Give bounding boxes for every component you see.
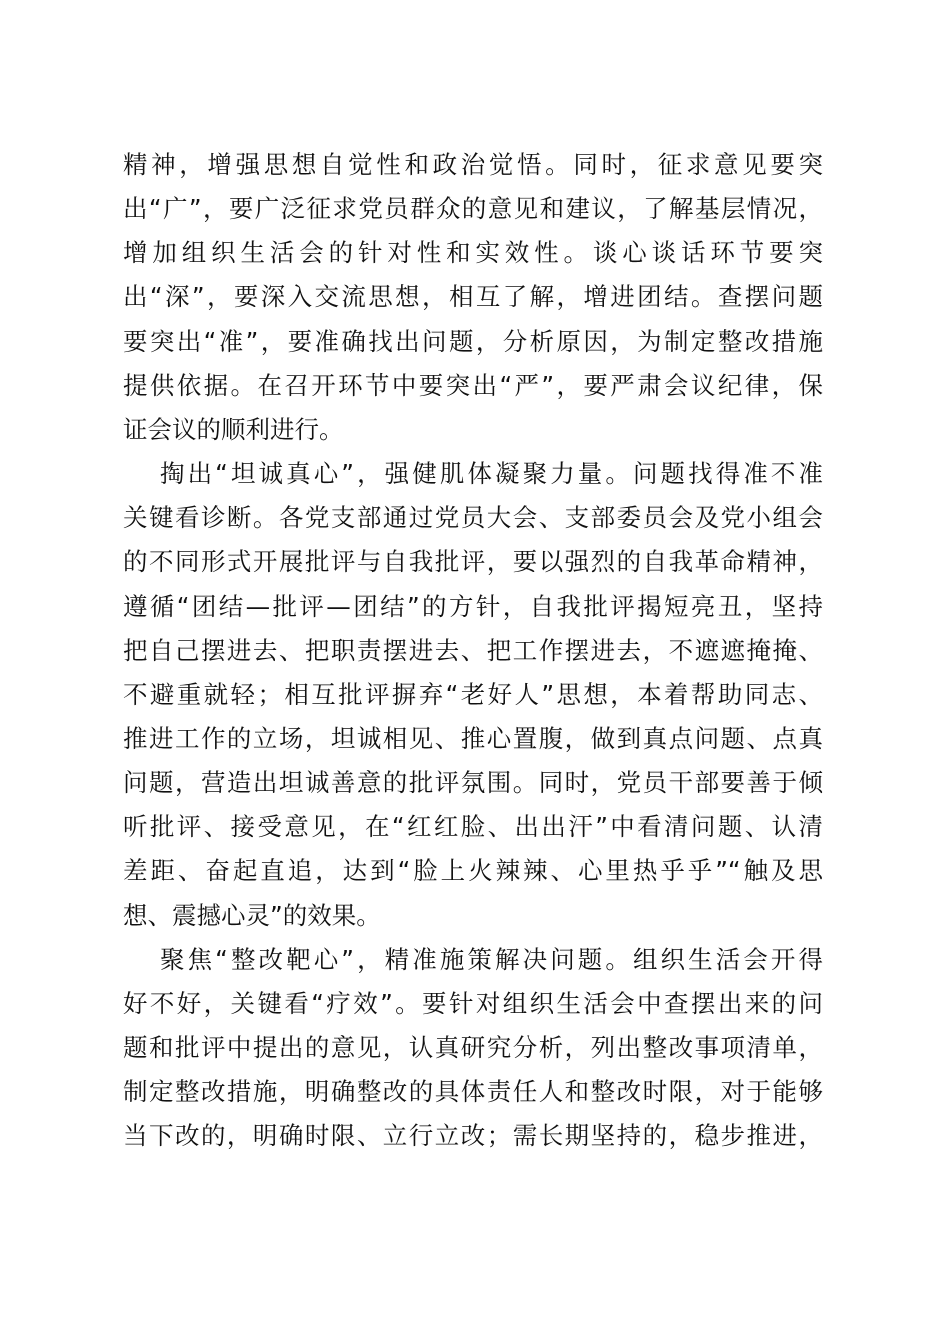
text-line: 制定整改措施，明确整改的具体责任人和整改时限，对于能够: [123, 1077, 823, 1107]
text-line: 证会议的顺利进行。: [123, 414, 344, 444]
text-line: 聚焦“整改靶心”，精准施策解决问题。组织生活会开得: [160, 944, 823, 974]
text-line: 提供依据。在召开环节中要突出“严”，要严肃会议纪律，保: [123, 370, 823, 400]
text-line: 增加组织生活会的针对性和实效性。谈心谈话环节要突: [123, 238, 823, 268]
text-line: 不避重就轻；相互批评摒弃“老好人”思想，本着帮助同志、: [123, 679, 823, 709]
text-line: 精神，增强思想自觉性和政治觉悟。同时，征求意见要突: [123, 150, 823, 179]
text-line: 掏出“坦诚真心”，强健肌体凝聚力量。问题找得准不准: [160, 459, 823, 489]
text-line: 遵循“团结—批评—团结”的方针，自我批评揭短亮丑，坚持: [123, 591, 823, 621]
text-line: 把自己摆进去、把职责摆进去、把工作摆进去，不遮遮掩掩、: [123, 635, 823, 665]
text-line: 想、震撼心灵”的效果。: [123, 900, 381, 930]
text-line: 题和批评中提出的意见，认真研究分析，列出整改事项清单，: [123, 1033, 823, 1062]
text-line: 好不好，关键看“疗效”。要针对组织生活会中查摆出来的问: [123, 988, 823, 1018]
text-line: 差距、奋起直追，达到“脸上火辣辣、心里热乎乎”“触及思: [123, 856, 823, 886]
text-line: 要突出“准”，要准确找出问题，分析原因，为制定整改措施: [123, 326, 823, 356]
text-line: 问题，营造出坦诚善意的批评氛围。同时，党员干部要善于倾: [123, 768, 823, 798]
text-line: 听批评、接受意见，在“红红脸、出出汗”中看清问题、认清: [123, 812, 823, 842]
text-line: 的不同形式开展批评与自我批评，要以强烈的自我革命精神，: [123, 547, 823, 577]
text-line: 出“广”，要广泛征求党员群众的意见和建议，了解基层情况，: [123, 194, 823, 224]
text-line: 出“深”，要深入交流思想，相互了解，增进团结。查摆问题: [123, 282, 823, 312]
text-line: 当下改的，明确时限、立行立改；需长期坚持的，稳步推进，: [123, 1121, 823, 1151]
text-line: 推进工作的立场，坦诚相见、推心置腹，做到真点问题、点真: [123, 723, 823, 753]
text-line: 关键看诊断。各党支部通过党员大会、支部委员会及党小组会: [123, 503, 823, 533]
